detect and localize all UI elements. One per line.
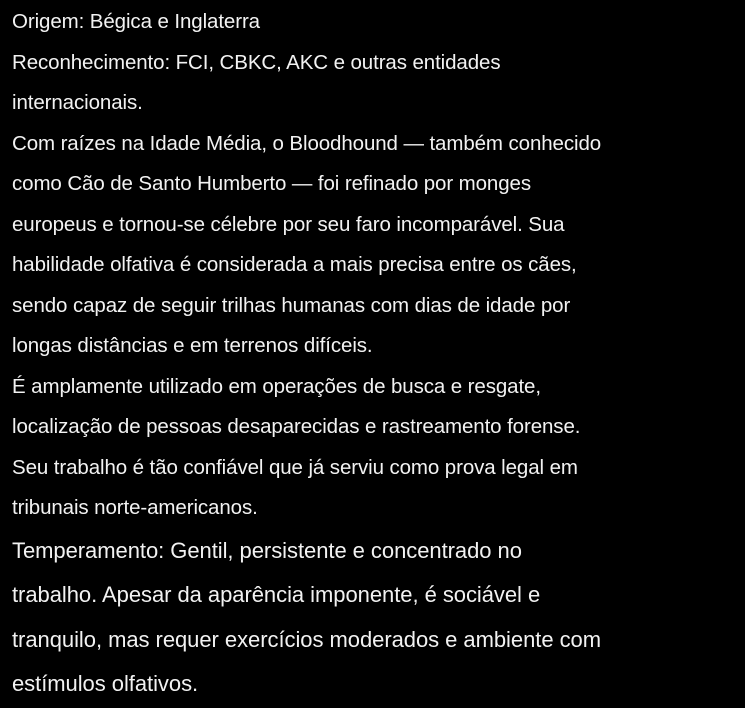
temperament-line: Temperamento: Gentil, persistente e concentrado no [12,537,522,563]
usage-line: É amplamente utilizado em operações de busca e resgate, [12,374,541,398]
temperament-line: tranquilo, mas requer exercícios moderados e ambiente com [12,626,601,652]
temperament-paragraph [12,529,740,707]
temperament-line: trabalho. Apesar da aparência imponente, é sociável e [12,582,541,607]
history-line: Com raízes na Idade Média, o Bloodhound — também conhecido [12,131,602,155]
origin-paragraph [12,2,740,43]
temperament-line: estímulos olfativos. [12,671,199,696]
usage-paragraph [12,367,740,529]
usage-line: tribunais norte-americanos. [12,496,258,519]
recognition-line: internacionais. [12,91,143,114]
usage-line: Seu trabalho é tão confiável que já serviu como prova legal em [12,455,578,479]
history-line: habilidade olfativa é considerada a mais precisa entre os cães, [12,253,577,276]
history-line: europeus e tornou-se célebre por seu faro incomparável. Sua [12,212,565,236]
history-line: como Cão de Santo Humberto — foi refinado por monges [12,172,531,195]
history-paragraph [12,124,740,367]
history-line: sendo capaz de seguir trilhas humanas com dias de idade por [12,293,571,317]
recognition-line: Reconhecimento: FCI, CBKC, AKC e outras entidades [12,50,501,74]
breed-description [12,2,740,707]
origin-line: Origem: Bégica e Inglaterra [12,10,260,33]
history-line: longas distâncias e em terrenos difíceis. [12,334,373,357]
recognition-paragraph [12,43,740,124]
usage-line: localização de pessoas desaparecidas e rastreamento forense. [12,415,581,438]
